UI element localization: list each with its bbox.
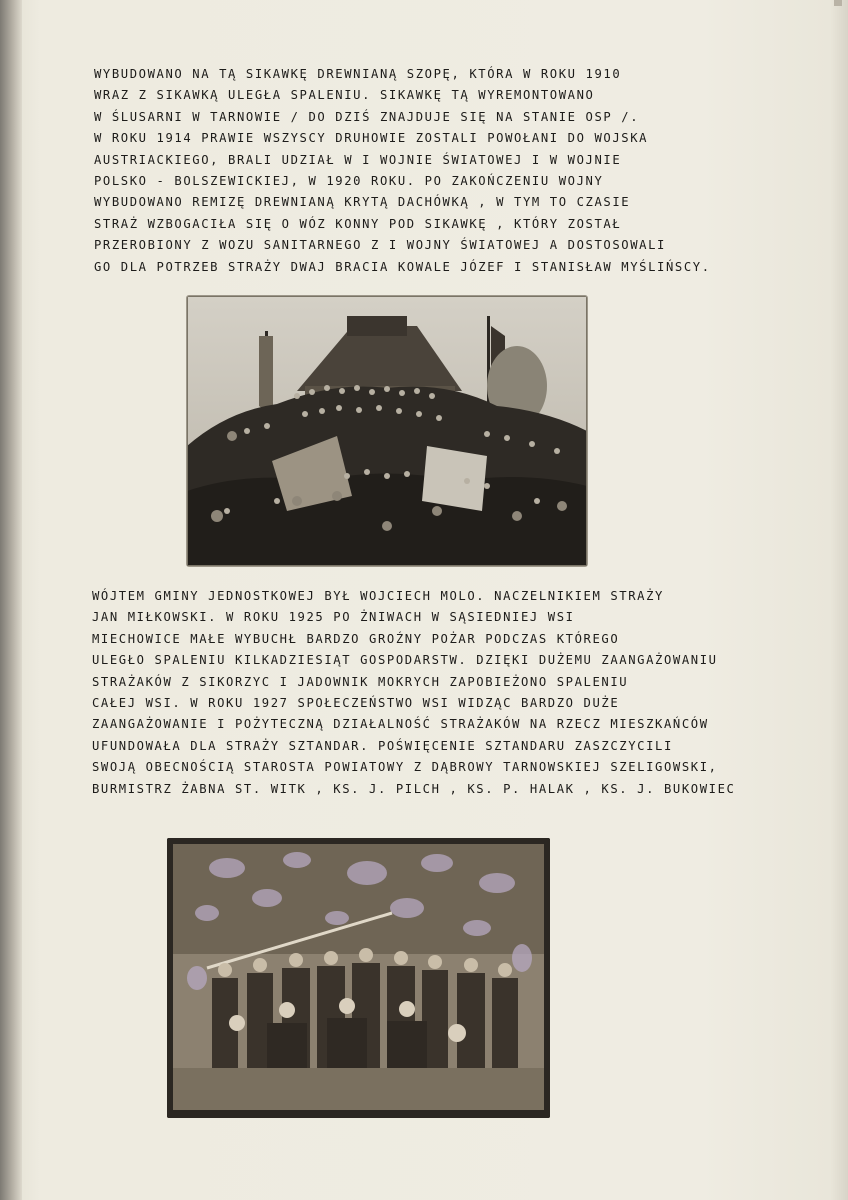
text-line: STRAŻ WZBOGACIŁA SIĘ O WÓZ KONNY POD SIKAWKĘ , KTÓRY ZOSTAŁ bbox=[94, 216, 622, 231]
text-line: POLSKO - BOLSZEWICKIEJ, W 1920 ROKU. PO ZAKOŃCZENIU WOJNY bbox=[94, 173, 604, 188]
text-line: STRAŻAKÓW Z SIKORZYC I JADOWNIK MOKRYCH ZAPOBIEŻONO SPALENIU bbox=[92, 674, 629, 689]
text-line: BURMISTRZ ŻABNA ST. WITK , KS. J. PILCH , KS. P. HALAK , KS. J. BUKOWIEC bbox=[92, 781, 736, 796]
photo-1-image bbox=[187, 296, 587, 566]
text-line: UFUNDOWAŁA DLA STRAŻY SZTANDAR. POŚWIĘCENIE SZTANDARU ZASZCZYCILI bbox=[92, 738, 673, 753]
handwritten-paragraph-1 bbox=[94, 64, 711, 278]
text-line: GO DLA POTRZEB STRAŻY DWAJ BRACIA KOWALE JÓZEF I STANISŁAW MYŚLIŃSCY. bbox=[94, 259, 711, 274]
text-line: MIECHOWICE MAŁE WYBUCHŁ BARDZO GROŹNY POŻAR PODCZAS KTÓREGO bbox=[92, 631, 620, 646]
group-photo-fire-brigade-1 bbox=[186, 295, 588, 567]
text-line: WRAZ Z SIKAWKĄ ULEGŁA SPALENIU. SIKAWKĘ TĄ WYREMONTOWANO bbox=[94, 88, 595, 103]
text-line: CAŁEJ WSI. W ROKU 1927 SPOŁECZEŃSTWO WSI WIDZĄC BARDZO DUŻE bbox=[92, 695, 620, 710]
group-photo-fire-brigade-2 bbox=[167, 838, 550, 1118]
text-line: W ŚLUSARNI W TARNOWIE / DO DZIŚ ZNAJDUJE SIĘ NA STANIE OSP /. bbox=[94, 109, 640, 124]
text-line: WÓJTEM GMINY JEDNOSTKOWEJ BYŁ WOJCIECH MOLO. NACZELNIKIEM STRAŻY bbox=[92, 589, 664, 603]
text-line: AUSTRIACKIEGO, BRALI UDZIAŁ W I WOJNIE ŚWIATOWEJ I W WOJNIE bbox=[94, 152, 622, 167]
photo-2-image bbox=[167, 838, 550, 1118]
text-line: SWOJĄ OBECNOŚCIĄ STAROSTA POWIATOWY Z DĄBROWY TARNOWSKIEJ SZELIGOWSKI, bbox=[92, 760, 718, 775]
page-corner-mark bbox=[834, 0, 842, 6]
text-line: JAN MIŁKOWSKI. W ROKU 1925 PO ŻNIWACH W SĄSIEDNIEJ WSI bbox=[92, 610, 575, 625]
handwritten-paragraph-2 bbox=[92, 586, 736, 800]
text-line: WYBUDOWANO REMIZĘ DREWNIANĄ KRYTĄ DACHÓWKĄ , W TYM TO CZASIE bbox=[94, 195, 631, 210]
text-line: W ROKU 1914 PRAWIE WSZYSCY DRUHOWIE ZOSTALI POWOŁANI DO WOJSKA bbox=[94, 131, 649, 146]
text-line: WYBUDOWANO NA TĄ SIKAWKĘ DREWNIANĄ SZOPĘ, KTÓRA W ROKU 1910 bbox=[94, 67, 622, 81]
text-line: ZAANGAŻOWANIE I POŻYTECZNĄ DZIAŁALNOŚĆ STRAŻAKÓW NA RZECZ MIESZKAŃCÓW bbox=[92, 717, 709, 732]
text-line: ULEGŁO SPALENIU KILKADZIESIĄT GOSPODARSTW. DZIĘKI DUŻEMU ZAANGAŻOWANIU bbox=[92, 653, 718, 668]
album-binding bbox=[0, 0, 22, 1200]
text-line: PRZEROBIONY Z WOZU SANITARNEGO Z I WOJNY ŚWIATOWEJ A DOSTOSOWALI bbox=[94, 238, 666, 253]
